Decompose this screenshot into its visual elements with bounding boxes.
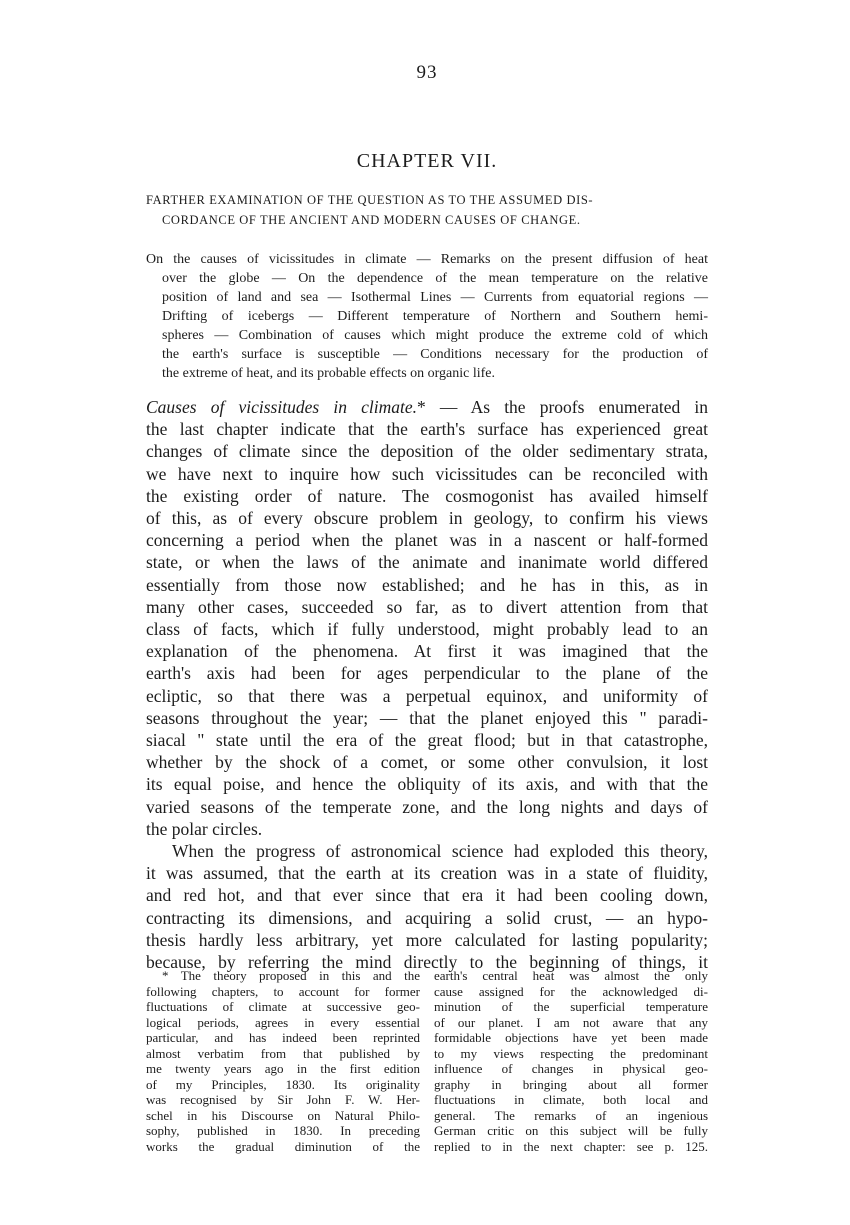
body-line: siacal " state until the era of the great flood; but in that catastrophe,: [146, 730, 708, 751]
footnote-column-left: [146, 968, 420, 1154]
footnote-line: particular, and has indeed been reprinted: [146, 1030, 420, 1045]
footnote-line: was recognised by Sir John F. W. Her-: [146, 1092, 420, 1107]
footnote-line: of our planet. I am not aware that any: [434, 1014, 708, 1030]
chapter-heading-line: FARTHER EXAMINATION OF THE QUESTION AS TO THE ASSUMED DIS-: [146, 193, 594, 207]
body-line: it was assumed, that the earth at its creation was in a state of fluidity,: [146, 863, 708, 884]
body-line: whether by the shock of a comet, or some other convulsion, it lost: [146, 752, 708, 773]
footnote-line: fluctuations of climate at successive geo-: [146, 999, 420, 1014]
page-number: 93: [416, 62, 438, 83]
body-line: contracting its dimensions, and acquiring a solid crust, — an hypo-: [146, 907, 708, 928]
summary-line: Drifting of icebergs — Different temperature of Northern and Southern hemi-: [162, 309, 708, 324]
body-line: seasons throughout the year; — that the planet enjoyed this " paradi-: [146, 707, 708, 728]
footnote-line: formidable objections have yet been made: [434, 1030, 708, 1045]
chapter-heading: [146, 190, 708, 230]
body-line: the last chapter indicate that the earth's surface has experienced great: [146, 419, 708, 440]
chapter-heading-line: CORDANCE OF THE ANCIENT AND MODERN CAUSES OF CHANGE.: [162, 213, 581, 227]
body-line: because, by referring the mind directly to the beginning of things, it: [146, 952, 708, 973]
footnote-line: minution of the superficial temperature: [434, 999, 708, 1014]
footnote-line: works the gradual diminution of the: [146, 1138, 420, 1154]
body-line: concerning a period when the planet was in a nascent or half-formed: [146, 530, 708, 551]
summary-line: over the globe — On the dependence of the mean temperature on the relative: [162, 271, 708, 286]
footnote-column-right: [434, 968, 708, 1154]
footnote-line: fluctuations in climate, both local and: [434, 1092, 708, 1107]
body-line: explanation of the phenomena. At first it was imagined that the: [146, 641, 708, 662]
section-lead-rest: * — As the proofs enumerated in: [416, 397, 708, 417]
section-lead: Causes of vicissitudes in climate.: [146, 397, 417, 417]
footnote-line: following chapters, to account for former: [146, 983, 420, 999]
footnote-line: earth's central heat was almost the only: [434, 968, 708, 983]
body-line: its equal poise, and hence the obliquity of its axis, and with that the: [146, 774, 708, 795]
footnote-line: replied to in the next chapter: see p. 125.: [434, 1138, 708, 1154]
footnote-line: schel in his Discourse on Natural Philo-: [146, 1107, 420, 1123]
footnote-line: logical periods, agrees in every essential: [146, 1014, 420, 1030]
body-line: and red hot, and that ever since that era it had been cooling down,: [146, 885, 708, 906]
body-line: state, or when the laws of the animate and inanimate world differed: [146, 552, 708, 573]
footnote-line: almost verbatim from that published by: [146, 1045, 420, 1061]
footnote-line: sophy, published in 1830. In preceding: [146, 1123, 420, 1138]
chapter-summary: [146, 250, 708, 383]
footnote-line: influence of changes in physical geo-: [434, 1061, 708, 1076]
footnote-line: cause assigned for the acknowledged di-: [434, 983, 708, 999]
body-line: varied seasons of the temperate zone, and the long nights and days of: [146, 796, 708, 817]
body-line: essentially from those now established; and he has in this, as in: [146, 574, 708, 595]
body-line: earth's axis had been for ages perpendicular to the plane of the: [146, 663, 708, 684]
chapter-title: CHAPTER VII.: [356, 150, 498, 172]
footnote-line: * The theory proposed in this and the: [162, 968, 420, 983]
summary-line: spheres — Combination of causes which might produce the extreme cold of which: [162, 328, 708, 343]
summary-line: position of land and sea — Isothermal Lines — Currents from equatorial regions —: [162, 290, 708, 305]
footnote-line: to my views respecting the predominant: [434, 1045, 708, 1061]
body-line: the polar circles.: [146, 818, 263, 839]
summary-line: the extreme of heat, and its probable effects on organic life.: [162, 366, 496, 381]
body-line: When the progress of astronomical science had exploded this theory,: [172, 841, 708, 862]
body-line: thesis hardly less arbitrary, yet more calculated for lasting popularity;: [146, 929, 708, 950]
summary-line: the earth's surface is susceptible — Conditions necessary for the production of: [162, 347, 708, 362]
body-text: [146, 396, 708, 973]
footnote-line: general. The remarks of an ingenious: [434, 1107, 708, 1123]
body-line: of this, as of every obscure problem in geology, to confirm his views: [146, 508, 708, 529]
body-line: [146, 396, 708, 418]
footnote-line: German critic on this subject will be fully: [434, 1123, 708, 1138]
body-line: class of facts, which if fully understood, might probably lead to an: [146, 619, 708, 640]
summary-line: On the causes of vicissitudes in climate — Remarks on the present diffusion of heat: [146, 252, 708, 267]
body-line: the existing order of nature. The cosmogonist has availed himself: [146, 485, 708, 506]
body-line: many other cases, succeeded so far, as to divert attention from that: [146, 596, 708, 617]
body-line: we have next to inquire how such vicissitudes can be reconciled with: [146, 463, 708, 484]
footnote-line: of my Principles, 1830. Its originality: [146, 1076, 420, 1092]
footnote-line: me twenty years ago in the first edition: [146, 1061, 420, 1076]
footnote-line: graphy in bringing about all former: [434, 1076, 708, 1092]
body-line: ecliptic, so that there was a perpetual equinox, and uniformity of: [146, 685, 708, 706]
body-line: changes of climate since the deposition of the older sedimentary strata,: [146, 441, 708, 462]
